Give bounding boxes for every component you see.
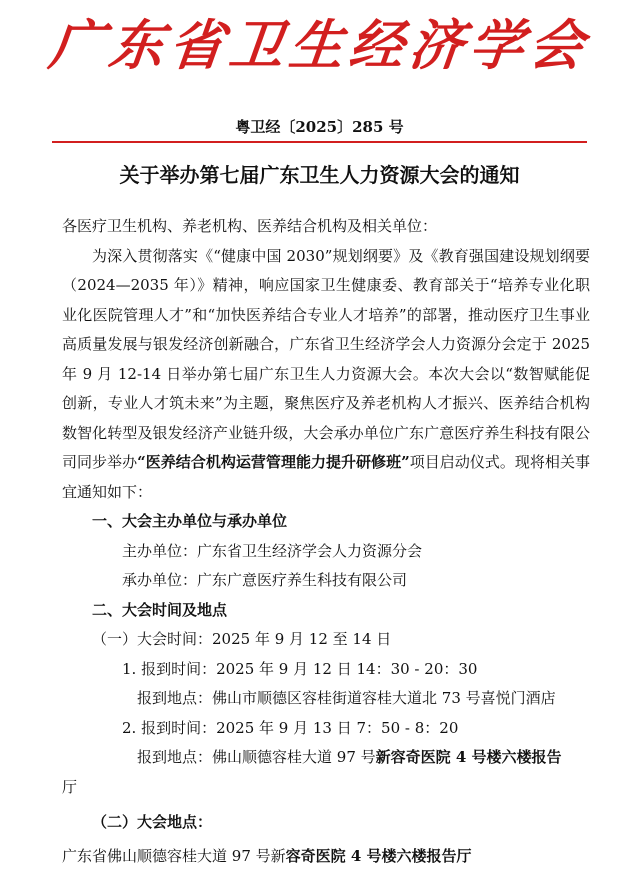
document-title: 关于举办第七届广东卫生人力资源大会的通知	[119, 163, 520, 187]
organizer-unit: 承办单位：广东广意医疗养生科技有限公司	[122, 571, 408, 589]
salutation: 各医疗卫生机构、养老机构、医养结合机构及相关单位：	[62, 217, 438, 235]
host-unit: 主办单位：广东省卫生经济学会人力资源分会	[122, 541, 423, 560]
document-number: 粤卫经〔2025〕285 号	[235, 118, 404, 136]
section-1-title: 一、大会主办单位与承办单位	[92, 512, 288, 530]
section-2-title: 二、大会时间及地点	[92, 600, 228, 619]
meeting-time: （一）大会时间：2025 年 9 月 12 至 14 日	[92, 630, 392, 648]
registration-1-location: 报到地点：佛山市顺德区容桂街道容桂大道北 73 号喜悦门酒店	[137, 689, 556, 707]
registration-2-location	[62, 743, 590, 773]
reg2-loc-bold: 新容奇医院 4 号楼六楼报告	[375, 748, 562, 766]
intro-text: 为深入贯彻落实《“健康中国 2030”规划纲要》及《教育强国建设规划纲要（2024—2035 年）》精神，响应国家卫生健康委、教育部关于“培养专业化职业化医院管理人才”和“加快医养结合专业人才培养”的部署，推动医疗卫生事业高质量发展与银发经济创新融合，广东省卫生经济学会人力资源分会定于 2025 年 9 月 12-14 日举办第七届广东卫生人力资源大会。本次大会以“数智赋能促创新，专业人才筑未来”为主题，聚焦医疗及养老机构人才振兴、医养结合机构数智化转型及银发经济产业链升级，大会承办单位广东广意医疗养生科技有限公司同步举办	[62, 246, 590, 471]
venue-text: 广东省佛山顺德容桂大道 97 号新	[62, 846, 286, 865]
venue-bold: 容奇医院 4 号楼六楼报告厅	[285, 846, 472, 865]
registration-1-time: 1. 报到时间：2025 年 9 月 12 日 14：30 - 20：30	[122, 659, 478, 678]
registration-2-time: 2. 报到时间：2025 年 9 月 13 日 7：50 - 8：20	[122, 718, 459, 737]
venue-address	[62, 842, 590, 872]
venue-title: （二）大会地点：	[92, 813, 213, 831]
intro-paragraph	[62, 242, 590, 508]
document-body	[62, 212, 590, 871]
reg2-loc-text: 报到地点：佛山顺德容桂大道 97 号	[137, 748, 376, 766]
intro-tail: 项目启动仪式。现将相关事宜通知如下：	[62, 453, 590, 501]
red-divider-rule	[52, 141, 587, 143]
org-letterhead: 广东省卫生经济学会	[46, 13, 593, 77]
intro-bold-program: “医养结合机构运营管理能力提升研修班”	[137, 453, 410, 471]
registration-2-location-wrap: 厅	[62, 777, 78, 796]
